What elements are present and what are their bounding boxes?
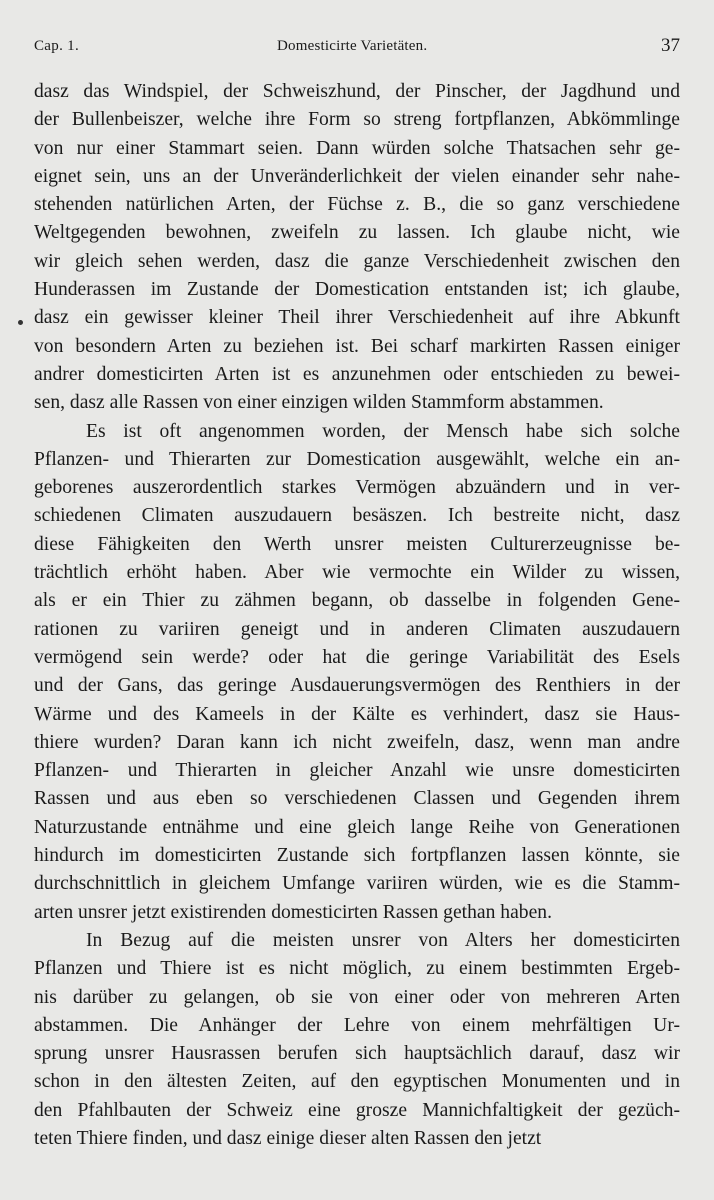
text-line: vermögend sein werde? oder hat die geringe Variabilität des Esels [34, 646, 680, 668]
text-line: stehenden natürlichen Arten, der Füchse z. B., die so ganz verschiedene [34, 194, 680, 216]
text-line: Pflanzen- und Thierarten in gleicher Anzahl wie unsre domesticirten [34, 760, 680, 782]
text-line: schon in den ältesten Zeiten, auf den egyptischen Monumenten und in [34, 1071, 680, 1093]
text-line: teten Thiere finden, und dasz einige dieser alten Rassen den jetzt [34, 1127, 542, 1149]
paragraph [34, 78, 680, 418]
text-line: Pflanzen- und Thierarten zur Domestication ausgewählt, welche ein an- [34, 448, 680, 470]
text-line: durchschnittlich in gleichem Umfange variiren würden, wie es die Stamm- [34, 873, 680, 895]
text-line: dasz das Windspiel, der Schweiszhund, der Pinscher, der Jagdhund und [34, 81, 680, 102]
paragraph [34, 927, 680, 1153]
text-line: sprung unsrer Hausrassen berufen sich hauptsächlich darauf, dasz wir [34, 1043, 680, 1065]
running-title: Domesticirte Varietäten. [277, 38, 428, 54]
text-line: als er ein Thier zu zähmen begann, ob dasselbe in folgenden Gene- [34, 590, 680, 612]
text-line: diese Fähigkeiten den Werth unsrer meisten Culturerzeugnisse be- [34, 533, 680, 555]
text-line: Pflanzen und Thiere ist es nicht möglich, zu einem bestimmten Ergeb- [34, 958, 680, 980]
text-line: von besondern Arten zu beziehen ist. Bei scharf markirten Rassen einiger [34, 335, 680, 357]
text-line: wir gleich sehen werden, dasz die ganze Verschiedenheit zwischen den [34, 250, 680, 272]
page-number: 37 [661, 35, 680, 56]
text-line: geborenes auszerordentlich starkes Vermögen abzuändern und in ver- [34, 477, 680, 499]
text-line: und der Gans, das geringe Ausdauerungsvermögen des Renthiers in der [34, 675, 680, 697]
text-line: schiedenen Climaten auszudauern besäszen. Ich bestreite nicht, dasz [34, 505, 680, 527]
margin-dot-mark [18, 320, 23, 325]
text-line: Naturzustande entnähme und eine gleich lange Reihe von Generationen [34, 816, 680, 838]
text-line: thiere wurden? Daran kann ich nicht zweifeln, dasz, wenn man andre [34, 731, 680, 753]
text-line: dasz ein gewisser kleiner Theil ihrer Verschiedenheit auf ihre Abkunft [34, 307, 680, 329]
text-line: andrer domesticirten Arten ist es anzunehmen oder entschieden zu bewei- [34, 363, 680, 385]
text-line: rationen zu variiren geneigt und in anderen Climaten auszudauern [34, 618, 680, 640]
text-line: abstammen. Die Anhänger der Lehre von einem mehrfältigen Ur- [34, 1014, 680, 1036]
text-line: eignet sein, uns an der Unveränderlichkeit der vielen einander sehr nahe- [34, 165, 680, 187]
text-line: sen, dasz alle Rassen von einer einzigen wilden Stammform abstammen. [34, 392, 604, 414]
paragraph [34, 418, 680, 927]
text-line: trächtlich erhöht haben. Aber wie vermochte ein Wilder zu wissen, [34, 562, 680, 584]
text-line: nis darüber zu gelangen, ob sie von einer oder von mehreren Arten [34, 986, 680, 1008]
text-line: Hunderassen im Zustande der Domestication entstanden ist; ich glaube, [34, 279, 680, 301]
text-line: den Pfahlbauten der Schweiz eine grosze Mannichfaltigkeit der gezüch- [34, 1099, 680, 1121]
text-line: Wärme und des Kameels in der Kälte es verhindert, dasz sie Haus- [34, 703, 680, 725]
text-line: arten unsrer jetzt existirenden domesticirten Rassen gethan haben. [34, 901, 552, 923]
running-head [34, 34, 680, 58]
text-line: Weltgegenden bewohnen, zweifeln zu lassen. Ich glaube nicht, wie [34, 222, 680, 244]
text-line: Rassen und aus eben so verschiedenen Classen und Gegenden ihrem [34, 788, 680, 810]
text-line: der Bullenbeiszer, welche ihre Form so streng fortpflanzen, Abkömmlinge [34, 109, 680, 131]
text-line: Es ist oft angenommen worden, der Mensch habe sich solche [86, 420, 680, 442]
text-line: In Bezug auf die meisten unsrer von Alters her domesticirten [86, 929, 680, 951]
text-line: von nur einer Stammart seien. Dann würden solche Thatsachen sehr ge- [34, 137, 680, 159]
text-line: hindurch im domesticirten Zustande sich fortpflanzen lassen könnte, sie [34, 845, 680, 867]
body-text [34, 78, 680, 1153]
chapter-label: Cap. 1. [34, 38, 80, 54]
